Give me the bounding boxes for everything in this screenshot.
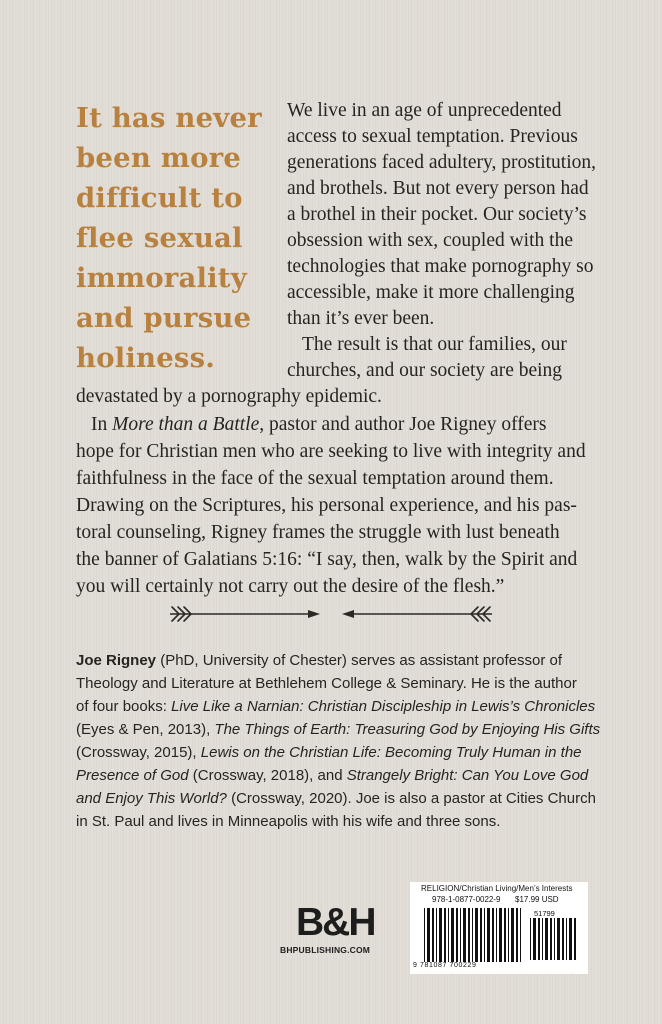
intro-line: accessible, make it more challenging xyxy=(287,282,575,303)
barcode-bar xyxy=(484,908,485,962)
publisher-logo-mark: B&H xyxy=(296,901,375,944)
book-title: More than a Battle xyxy=(112,414,260,435)
intro-line: We live in an age of unprecedented xyxy=(287,100,562,121)
result-line: devastated by a pornography epidemic. xyxy=(76,386,382,407)
intro-line: generations faced adultery, prostitution, xyxy=(287,152,597,173)
barcode-bar xyxy=(444,908,446,962)
bio-text: (Crossway, 2020). Joe is also a pastor at Cities Church xyxy=(226,790,596,807)
bio-line xyxy=(76,721,600,738)
bio-line: Theology and Literature at Bethlehem College & Seminary. He is the author xyxy=(76,675,577,692)
bio-text: (PhD, University of Chester) serves as assistant professor of xyxy=(156,652,563,669)
barcode-bar xyxy=(439,908,442,962)
summary-line: toral counseling, Rigney frames the struggle with lust beneath xyxy=(76,522,560,543)
barcode-bar xyxy=(574,918,576,960)
bio-line xyxy=(76,652,562,669)
barcode-bar xyxy=(538,918,540,960)
barcode-bar xyxy=(475,908,478,962)
pull-quote-line: flee sexual xyxy=(76,222,243,254)
intro-line: access to sexual temptation. Previous xyxy=(287,126,578,147)
bio-line xyxy=(76,790,596,807)
result-line: The result is that our families, our xyxy=(302,334,567,355)
book-title: Strangely Bright: Can You Love God xyxy=(346,767,589,784)
intro-line: a brothel in their pocket. Our society’s xyxy=(287,204,587,225)
intro-line: technologies that make pornography so xyxy=(287,256,594,277)
barcode-bar xyxy=(542,918,543,960)
barcode-bar xyxy=(504,908,506,962)
summary-prefix: In xyxy=(91,414,113,435)
barcode-bar xyxy=(424,908,425,962)
barcode-bar xyxy=(530,918,531,960)
barcode-bar xyxy=(550,918,552,960)
publisher-logo xyxy=(280,901,375,955)
pull-quote-line: It has never xyxy=(76,102,262,134)
intro-line: obsession with sex, coupled with the xyxy=(287,230,573,251)
book-title: Presence of God xyxy=(76,767,189,784)
arrows-divider-icon xyxy=(170,604,492,624)
barcode-bar xyxy=(448,908,449,962)
barcode-isbn: 978-1-0877-0022-9 xyxy=(432,895,501,904)
barcode-digits: 9 781087 700229 xyxy=(413,962,477,969)
summary-line: faithfulness in the face of the sexual temptation around them. xyxy=(76,468,554,489)
barcode-bar xyxy=(508,908,509,962)
barcode-addon-icon xyxy=(530,918,578,960)
barcode-addon-code: 51799 xyxy=(534,909,555,918)
book-title: The Things of Earth: Treasuring God by Enjoying His Gifts xyxy=(214,721,601,738)
barcode-bar xyxy=(472,908,473,962)
book-title: Lewis on the Christian Life: Becoming Truly Human in the xyxy=(200,744,582,761)
barcode-bar xyxy=(463,908,466,962)
barcode-bar xyxy=(460,908,461,962)
barcode-bar xyxy=(480,908,482,962)
pull-quote-line: been more xyxy=(76,142,242,174)
barcode-bar xyxy=(566,918,567,960)
barcode-main-icon xyxy=(424,908,524,962)
summary-line: the banner of Galatians 5:16: “I say, then, walk by the Spirit and xyxy=(76,549,578,570)
book-title: Live Like a Narnian: Christian Discipleship in Lewis’s Chronicles xyxy=(171,698,596,715)
bio-line xyxy=(76,744,582,761)
barcode-bar xyxy=(487,908,490,962)
pull-quote xyxy=(76,98,276,378)
pull-quote-line: difficult to xyxy=(76,182,243,214)
bio-line xyxy=(76,698,595,715)
bio-line: in St. Paul and lives in Minneapolis with his wife and three sons. xyxy=(76,813,501,830)
barcode-bar xyxy=(492,908,494,962)
barcode-bar xyxy=(557,918,560,960)
barcode-bar xyxy=(511,908,514,962)
barcode-bar xyxy=(468,908,470,962)
publisher-url: BHPUBLISHING.COM xyxy=(280,945,371,955)
summary-line: hope for Christian men who are seeking to live with integrity and xyxy=(76,441,586,462)
barcode-bar xyxy=(432,908,434,962)
barcode-bar xyxy=(436,908,437,962)
barcode-bar xyxy=(451,908,454,962)
summary-suffix: , pastor and author Joe Rigney offers xyxy=(259,414,547,435)
barcode-bar xyxy=(562,918,564,960)
barcode-bar xyxy=(496,908,497,962)
barcode-bar xyxy=(427,908,430,962)
summary-line: Drawing on the Scriptures, his personal experience, and his pas- xyxy=(76,495,577,516)
barcode-bar xyxy=(516,908,518,962)
barcode-box xyxy=(410,882,588,974)
bio-text: (Eyes & Pen, 2013), xyxy=(76,721,215,738)
barcode-bar xyxy=(520,908,521,962)
bio-line xyxy=(76,767,588,784)
bio-text: (Crossway, 2015), xyxy=(76,744,201,761)
intro-line: and brothels. But not every person had xyxy=(287,178,589,199)
pull-quote-line: immorality xyxy=(76,262,247,294)
barcode-price: $17.99 USD xyxy=(515,895,559,904)
pull-quote-line: holiness. xyxy=(76,342,216,374)
barcode-bar xyxy=(554,918,555,960)
intro-line: than it’s ever been. xyxy=(287,308,435,329)
bio-text: of four books: xyxy=(76,698,172,715)
bio-text: (Crossway, 2018), and xyxy=(188,767,347,784)
author-name: Joe Rigney xyxy=(76,652,157,669)
barcode-bar xyxy=(569,918,572,960)
barcode-bar xyxy=(456,908,458,962)
barcode-bar xyxy=(499,908,502,962)
barcode-category: RELIGION/Christian Living/Men’s Interests xyxy=(421,884,573,893)
book-title: and Enjoy This World? xyxy=(76,790,227,807)
barcode-bar xyxy=(545,918,548,960)
summary-line: you will certainly not carry out the desire of the flesh.” xyxy=(76,576,505,597)
summary-line xyxy=(91,414,546,436)
barcode-bar xyxy=(533,918,536,960)
pull-quote-line: and pursue xyxy=(76,302,252,334)
result-line: churches, and our society are being xyxy=(287,360,563,381)
